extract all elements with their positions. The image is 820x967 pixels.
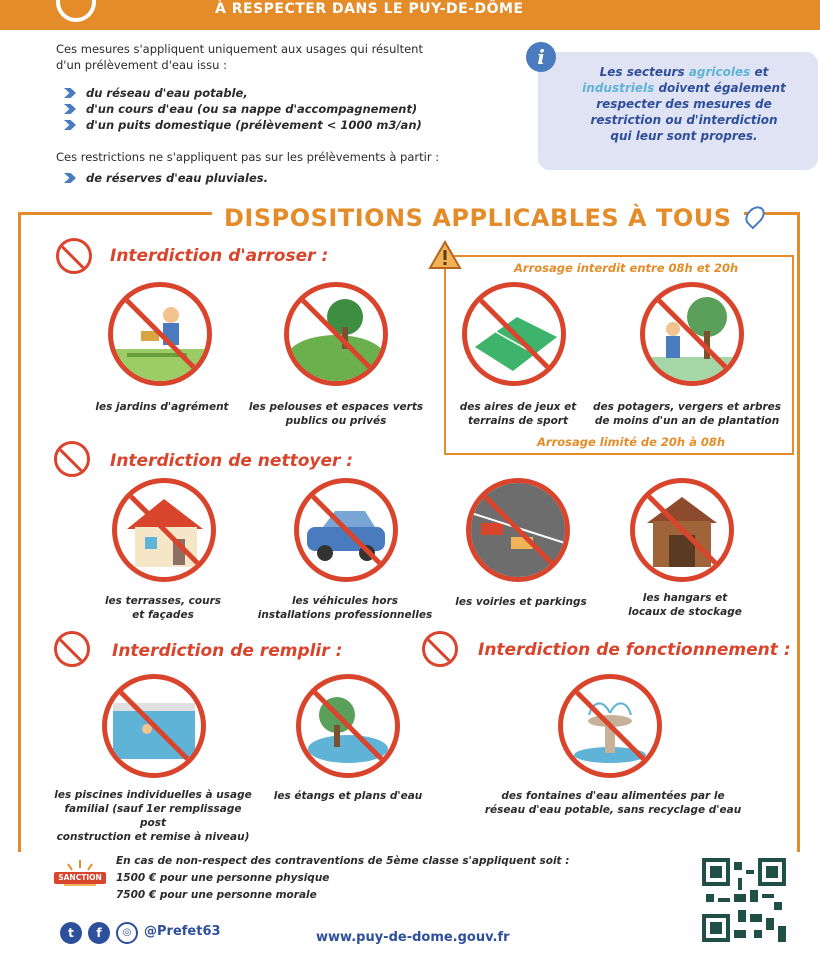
ban-shed-icon <box>630 478 734 582</box>
ban-orchard-icon <box>640 282 744 386</box>
chevron-right-icon <box>64 104 76 114</box>
caption-hangars: les hangars et locaux de stockage <box>628 592 742 618</box>
sanction-badge: SANCTION <box>54 872 106 884</box>
list-item: de réserves d'eau pluviales. <box>64 170 268 186</box>
caption-terrasses: les terrasses, cours et façades <box>104 595 222 621</box>
website-link[interactable]: www.puy-de-dome.gouv.fr <box>316 930 510 945</box>
list-item: d'un cours d'eau (ou sa nappe d'accompagnement) <box>64 101 422 117</box>
ban-parking-icon <box>466 478 570 582</box>
caption-fontaines: des fontaines d'eau alimentées par le réseau d'eau potable, sans recyclage d'eau <box>484 790 742 816</box>
exception-list <box>64 170 268 186</box>
no-cleaning-icon <box>54 441 90 477</box>
sanction-text: En cas de non-respect des contraventions de 5ème classe s'appliquent soit : 1500 € pour une personne physique 7500 € pour une personne morale <box>116 855 570 901</box>
warning-icon <box>428 240 462 270</box>
section-title-fonctionnement: Interdiction de fonctionnement : <box>478 640 791 660</box>
chevron-right-icon <box>64 88 76 98</box>
no-watering-icon <box>56 238 92 274</box>
ban-fountain-icon <box>558 674 662 778</box>
social-handle[interactable]: @Prefet63 <box>144 924 221 939</box>
intro-paragraph <box>56 41 516 73</box>
ban-house-icon <box>112 478 216 582</box>
chevron-right-icon <box>64 120 76 130</box>
section-title-remplir: Interdiction de remplir : <box>112 641 343 661</box>
caption-jardins: les jardins d'agrément <box>95 401 229 413</box>
info-icon: i <box>526 42 556 72</box>
list-item: du réseau d'eau potable, <box>64 85 422 101</box>
ban-sports-field-icon <box>462 282 566 386</box>
instagram-icon[interactable]: ◎ <box>116 922 138 944</box>
caption-voiries: les voiries et parkings <box>455 596 587 608</box>
list-item: d'un puits domestique (prélèvement < 1000 m3/an) <box>64 117 422 133</box>
top-banner <box>0 0 820 30</box>
watering-limited-hours: Arrosage limité de 20h à 08h <box>537 435 726 449</box>
intro-line-1: Ces mesures s'appliquent uniquement aux usages qui résultent <box>56 42 423 56</box>
restriction-line: Ces restrictions ne s'appliquent pas sur les prélèvements à partir : <box>56 150 440 164</box>
banner-title: À RESPECTER DANS LE PUY-DE-DÔME <box>215 1 524 17</box>
watering-forbidden-hours: Arrosage interdit entre 08h et 20h <box>514 261 739 275</box>
ban-lawn-icon <box>284 282 388 386</box>
no-water-logo-icon <box>56 0 96 22</box>
no-operation-icon <box>422 631 458 667</box>
intro-line-2: d'un prélèvement d'eau issu : <box>56 58 227 72</box>
ban-pool-icon <box>102 674 206 778</box>
caption-potagers: des potagers, vergers et arbres de moins d'un an de plantation <box>592 401 782 427</box>
caption-piscines: les piscines individuelles à usage familial (sauf 1er remplissage post construction et remise à niveau) <box>54 789 252 843</box>
info-box-text: Les secteurs agricoles et industriels doivent également respecter des mesures de restriction ou d'interdiction qui leur sont propres. <box>582 65 786 143</box>
section-title-nettoyer: Interdiction de nettoyer : <box>110 451 354 471</box>
intro-bullet-list <box>64 85 422 133</box>
ban-car-icon <box>294 478 398 582</box>
ban-pond-icon <box>296 674 400 778</box>
dispositions-title: DISPOSITIONS APPLICABLES À TOUS <box>212 200 744 236</box>
caption-aires-de-jeux: des aires de jeux et terrains de sport <box>459 401 577 427</box>
no-filling-icon <box>54 631 90 667</box>
qr-code <box>702 858 786 942</box>
caption-etangs: les étangs et plans d'eau <box>273 790 423 802</box>
facebook-icon[interactable]: f <box>88 922 110 944</box>
caption-vehicules: les véhicules hors installations professionnelles <box>257 595 433 621</box>
caption-pelouses: les pelouses et espaces verts publics ou privés <box>248 401 424 427</box>
chevron-right-icon <box>64 173 76 183</box>
section-title-arroser: Interdiction d'arroser : <box>110 246 329 266</box>
ban-garden-icon <box>108 282 212 386</box>
twitter-icon[interactable]: t <box>60 922 82 944</box>
